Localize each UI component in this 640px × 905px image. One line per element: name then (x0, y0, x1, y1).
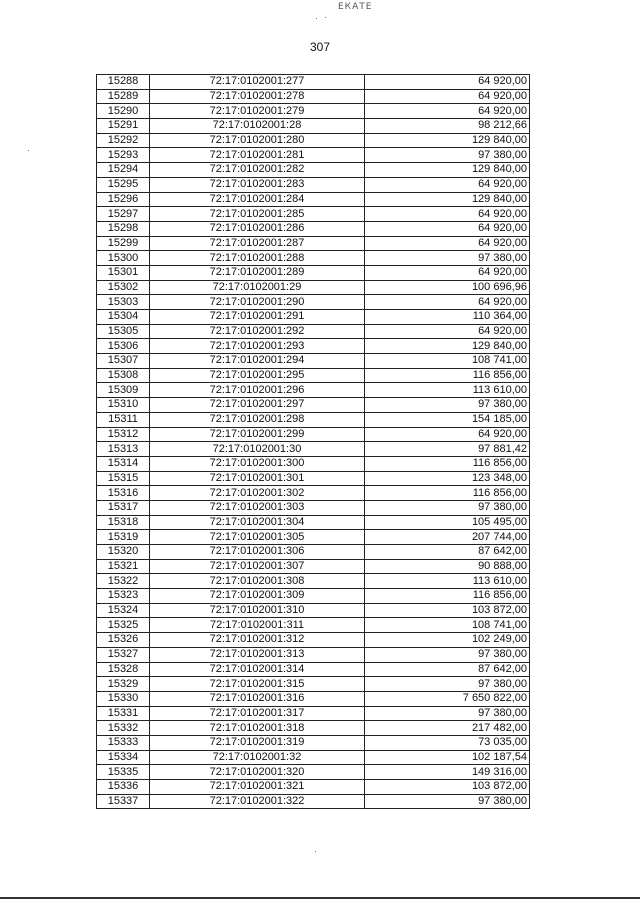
row-number-cell: 15303 (97, 295, 150, 310)
row-number-cell: 15292 (97, 133, 150, 148)
table-row (97, 133, 530, 148)
cadastral-number-cell: 72:17:0102001:313 (150, 647, 365, 662)
row-number-cell: 15336 (97, 780, 150, 795)
table-row (97, 368, 530, 383)
row-number-cell: 15309 (97, 383, 150, 398)
cadastral-number-cell: 72:17:0102001:309 (150, 589, 365, 604)
row-number-cell: 15334 (97, 750, 150, 765)
cadastral-number-cell: 72:17:0102001:301 (150, 471, 365, 486)
value-cell: 73 035,00 (365, 735, 530, 750)
table-row (97, 633, 530, 648)
row-number-cell: 15314 (97, 456, 150, 471)
cadastral-number-cell: 72:17:0102001:295 (150, 368, 365, 383)
table-row (97, 574, 530, 589)
cadastral-number-cell: 72:17:0102001:315 (150, 677, 365, 692)
cadastral-number-cell: 72:17:0102001:283 (150, 177, 365, 192)
value-cell: 97 380,00 (365, 677, 530, 692)
value-cell: 64 920,00 (365, 236, 530, 251)
cadastral-number-cell: 72:17:0102001:290 (150, 295, 365, 310)
table-row (97, 412, 530, 427)
cadastral-number-cell: 72:17:0102001:293 (150, 339, 365, 354)
value-cell: 97 881,42 (365, 442, 530, 457)
table-row (97, 662, 530, 677)
stamp-mark: ЕКАТЕ (338, 2, 373, 12)
table-row (97, 177, 530, 192)
value-cell: 87 642,00 (365, 545, 530, 560)
table-row (97, 545, 530, 560)
value-cell: 64 920,00 (365, 89, 530, 104)
value-cell: 129 840,00 (365, 192, 530, 207)
scan-speck (325, 17, 326, 18)
cadastral-number-cell: 72:17:0102001:286 (150, 221, 365, 236)
table-row (97, 515, 530, 530)
value-cell: 97 380,00 (365, 148, 530, 163)
cadastral-number-cell: 72:17:0102001:319 (150, 735, 365, 750)
row-number-cell: 15307 (97, 354, 150, 369)
value-cell: 129 840,00 (365, 339, 530, 354)
value-cell: 123 348,00 (365, 471, 530, 486)
page-number: 307 (309, 40, 331, 54)
table-row (97, 794, 530, 809)
value-cell: 64 920,00 (365, 177, 530, 192)
row-number-cell: 15315 (97, 471, 150, 486)
table-row (97, 295, 530, 310)
value-cell: 7 650 822,00 (365, 691, 530, 706)
value-cell: 116 856,00 (365, 589, 530, 604)
row-number-cell: 15324 (97, 603, 150, 618)
value-cell: 149 316,00 (365, 765, 530, 780)
page-bottom-edge (0, 897, 640, 899)
cadastral-number-cell: 72:17:0102001:322 (150, 794, 365, 809)
value-cell: 129 840,00 (365, 133, 530, 148)
value-cell: 102 187,54 (365, 750, 530, 765)
row-number-cell: 15300 (97, 251, 150, 266)
value-cell: 97 380,00 (365, 251, 530, 266)
cadastral-number-cell: 72:17:0102001:29 (150, 280, 365, 295)
table-row (97, 280, 530, 295)
row-number-cell: 15305 (97, 324, 150, 339)
row-number-cell: 15310 (97, 398, 150, 413)
table-row (97, 192, 530, 207)
row-number-cell: 15332 (97, 721, 150, 736)
cadastral-number-cell: 72:17:0102001:292 (150, 324, 365, 339)
row-number-cell: 15321 (97, 559, 150, 574)
row-number-cell: 15288 (97, 75, 150, 90)
value-cell: 64 920,00 (365, 207, 530, 222)
value-cell: 113 610,00 (365, 574, 530, 589)
value-cell: 100 696,96 (365, 280, 530, 295)
cadastral-number-cell: 72:17:0102001:310 (150, 603, 365, 618)
row-number-cell: 15290 (97, 104, 150, 119)
cadastral-number-cell: 72:17:0102001:285 (150, 207, 365, 222)
table-row (97, 265, 530, 280)
table-row (97, 104, 530, 119)
row-number-cell: 15323 (97, 589, 150, 604)
value-cell: 110 364,00 (365, 310, 530, 325)
value-cell: 64 920,00 (365, 104, 530, 119)
value-cell: 116 856,00 (365, 486, 530, 501)
row-number-cell: 15327 (97, 647, 150, 662)
row-number-cell: 15318 (97, 515, 150, 530)
cadastral-number-cell: 72:17:0102001:318 (150, 721, 365, 736)
table-row (97, 618, 530, 633)
cadastral-number-cell: 72:17:0102001:294 (150, 354, 365, 369)
cadastral-number-cell: 72:17:0102001:298 (150, 412, 365, 427)
value-cell: 64 920,00 (365, 295, 530, 310)
value-cell: 97 380,00 (365, 647, 530, 662)
row-number-cell: 15333 (97, 735, 150, 750)
cadastral-number-cell: 72:17:0102001:306 (150, 545, 365, 560)
table-row (97, 383, 530, 398)
row-number-cell: 15308 (97, 368, 150, 383)
value-cell: 87 642,00 (365, 662, 530, 677)
table-body (97, 75, 530, 809)
row-number-cell: 15301 (97, 265, 150, 280)
cadastral-number-cell: 72:17:0102001:32 (150, 750, 365, 765)
table-row (97, 765, 530, 780)
value-cell: 103 872,00 (365, 603, 530, 618)
cadastral-number-cell: 72:17:0102001:280 (150, 133, 365, 148)
table-row (97, 427, 530, 442)
table-row (97, 236, 530, 251)
row-number-cell: 15337 (97, 794, 150, 809)
table-row (97, 442, 530, 457)
table-row (97, 119, 530, 134)
cadastral-number-cell: 72:17:0102001:320 (150, 765, 365, 780)
value-cell: 108 741,00 (365, 354, 530, 369)
cadastral-number-cell: 72:17:0102001:287 (150, 236, 365, 251)
value-cell: 64 920,00 (365, 324, 530, 339)
value-cell: 97 380,00 (365, 706, 530, 721)
value-cell: 207 744,00 (365, 530, 530, 545)
row-number-cell: 15291 (97, 119, 150, 134)
cadastral-number-cell: 72:17:0102001:321 (150, 780, 365, 795)
table-row (97, 324, 530, 339)
table-row (97, 780, 530, 795)
row-number-cell: 15329 (97, 677, 150, 692)
table-row (97, 677, 530, 692)
row-number-cell: 15328 (97, 662, 150, 677)
row-number-cell: 15335 (97, 765, 150, 780)
cadastral-number-cell: 72:17:0102001:303 (150, 500, 365, 515)
table-row (97, 251, 530, 266)
row-number-cell: 15331 (97, 706, 150, 721)
table-row (97, 471, 530, 486)
table-row (97, 500, 530, 515)
row-number-cell: 15302 (97, 280, 150, 295)
row-number-cell: 15326 (97, 633, 150, 648)
table-row (97, 89, 530, 104)
table-row (97, 691, 530, 706)
table-row (97, 221, 530, 236)
row-number-cell: 15316 (97, 486, 150, 501)
table-row (97, 456, 530, 471)
scan-speck (315, 851, 316, 852)
value-cell: 217 482,00 (365, 721, 530, 736)
row-number-cell: 15293 (97, 148, 150, 163)
value-cell: 154 185,00 (365, 412, 530, 427)
table-row (97, 721, 530, 736)
cadastral-number-cell: 72:17:0102001:312 (150, 633, 365, 648)
table-row (97, 310, 530, 325)
cadastral-number-cell: 72:17:0102001:297 (150, 398, 365, 413)
table-row (97, 354, 530, 369)
cadastral-number-cell: 72:17:0102001:311 (150, 618, 365, 633)
scan-speck (28, 150, 29, 151)
row-number-cell: 15306 (97, 339, 150, 354)
cadastral-number-cell: 72:17:0102001:279 (150, 104, 365, 119)
value-cell: 102 249,00 (365, 633, 530, 648)
row-number-cell: 15311 (97, 412, 150, 427)
value-cell: 97 380,00 (365, 500, 530, 515)
row-number-cell: 15299 (97, 236, 150, 251)
cadastral-number-cell: 72:17:0102001:300 (150, 456, 365, 471)
row-number-cell: 15295 (97, 177, 150, 192)
cadastral-number-cell: 72:17:0102001:288 (150, 251, 365, 266)
cadastral-number-cell: 72:17:0102001:30 (150, 442, 365, 457)
cadastral-number-cell: 72:17:0102001:281 (150, 148, 365, 163)
cadastral-number-cell: 72:17:0102001:314 (150, 662, 365, 677)
row-number-cell: 15330 (97, 691, 150, 706)
value-cell: 64 920,00 (365, 221, 530, 236)
row-number-cell: 15317 (97, 500, 150, 515)
value-cell: 108 741,00 (365, 618, 530, 633)
table-row (97, 750, 530, 765)
row-number-cell: 15294 (97, 163, 150, 178)
value-cell: 113 610,00 (365, 383, 530, 398)
value-cell: 97 380,00 (365, 794, 530, 809)
cadastral-number-cell: 72:17:0102001:291 (150, 310, 365, 325)
table-row (97, 706, 530, 721)
row-number-cell: 15297 (97, 207, 150, 222)
value-cell: 116 856,00 (365, 368, 530, 383)
cadastral-number-cell: 72:17:0102001:302 (150, 486, 365, 501)
cadastral-number-cell: 72:17:0102001:316 (150, 691, 365, 706)
table-row (97, 75, 530, 90)
table-row (97, 647, 530, 662)
row-number-cell: 15298 (97, 221, 150, 236)
row-number-cell: 15313 (97, 442, 150, 457)
table-row (97, 530, 530, 545)
value-cell: 64 920,00 (365, 75, 530, 90)
table-row (97, 398, 530, 413)
cadastral-number-cell: 72:17:0102001:289 (150, 265, 365, 280)
cadastral-number-cell: 72:17:0102001:299 (150, 427, 365, 442)
table-row (97, 339, 530, 354)
cadastral-number-cell: 72:17:0102001:307 (150, 559, 365, 574)
cadastral-number-cell: 72:17:0102001:278 (150, 89, 365, 104)
value-cell: 116 856,00 (365, 456, 530, 471)
table-row (97, 486, 530, 501)
value-cell: 105 495,00 (365, 515, 530, 530)
value-cell: 103 872,00 (365, 780, 530, 795)
cadastral-number-cell: 72:17:0102001:282 (150, 163, 365, 178)
row-number-cell: 15304 (97, 310, 150, 325)
table-row (97, 207, 530, 222)
cadastral-number-cell: 72:17:0102001:308 (150, 574, 365, 589)
row-number-cell: 15322 (97, 574, 150, 589)
value-cell: 97 380,00 (365, 398, 530, 413)
table-row (97, 589, 530, 604)
value-cell: 64 920,00 (365, 265, 530, 280)
table-row (97, 148, 530, 163)
row-number-cell: 15319 (97, 530, 150, 545)
value-cell: 90 888,00 (365, 559, 530, 574)
table-row (97, 603, 530, 618)
row-number-cell: 15320 (97, 545, 150, 560)
row-number-cell: 15312 (97, 427, 150, 442)
cadastral-number-cell: 72:17:0102001:304 (150, 515, 365, 530)
row-number-cell: 15296 (97, 192, 150, 207)
table-row (97, 735, 530, 750)
row-number-cell: 15289 (97, 89, 150, 104)
cadastral-number-cell: 72:17:0102001:277 (150, 75, 365, 90)
cadastral-value-table (96, 74, 530, 809)
cadastral-number-cell: 72:17:0102001:305 (150, 530, 365, 545)
scan-speck (316, 18, 317, 19)
table-row (97, 163, 530, 178)
value-cell: 129 840,00 (365, 163, 530, 178)
cadastral-number-cell: 72:17:0102001:296 (150, 383, 365, 398)
cadastral-number-cell: 72:17:0102001:28 (150, 119, 365, 134)
table-row (97, 559, 530, 574)
value-cell: 98 212,66 (365, 119, 530, 134)
value-cell: 64 920,00 (365, 427, 530, 442)
cadastral-number-cell: 72:17:0102001:284 (150, 192, 365, 207)
cadastral-number-cell: 72:17:0102001:317 (150, 706, 365, 721)
row-number-cell: 15325 (97, 618, 150, 633)
